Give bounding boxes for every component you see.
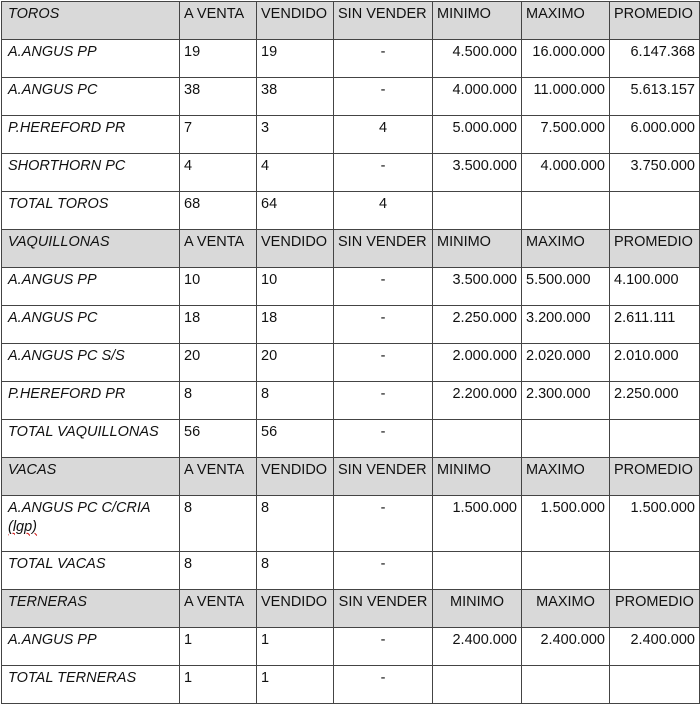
minimo: 2.200.000: [433, 382, 522, 420]
a-venta: 8: [180, 496, 257, 552]
breed-name: P.HEREFORD PR: [2, 382, 180, 420]
col-vendido: VENDIDO: [257, 590, 334, 628]
col-maximo: MAXIMO: [522, 590, 610, 628]
total-label: TOTAL TOROS: [2, 192, 180, 230]
col-a-venta: A VENTA: [180, 2, 257, 40]
table-row: [2, 268, 700, 306]
vendido: 8: [257, 496, 334, 552]
sin-vender: -: [334, 154, 433, 192]
section-header-toros: [2, 2, 700, 40]
sin-vender: -: [334, 78, 433, 116]
breed-name: A.ANGUS PP: [2, 628, 180, 666]
promedio: 1.500.000: [610, 496, 700, 552]
sin-vender: -: [334, 40, 433, 78]
empty-cell: [433, 420, 522, 458]
section-title: VACAS: [2, 458, 180, 496]
total-label: TOTAL VAQUILLONAS: [2, 420, 180, 458]
promedio: 5.613.157: [610, 78, 700, 116]
table-row: [2, 40, 700, 78]
total-vendido: 64: [257, 192, 334, 230]
table-row: [2, 154, 700, 192]
breed-name: A.ANGUS PP: [2, 40, 180, 78]
total-vendido: 56: [257, 420, 334, 458]
total-row: [2, 666, 700, 704]
promedio: 2.010.000: [610, 344, 700, 382]
vendido: 10: [257, 268, 334, 306]
maximo: 2.020.000: [522, 344, 610, 382]
a-venta: 19: [180, 40, 257, 78]
a-venta: 4: [180, 154, 257, 192]
table-row: [2, 496, 700, 552]
section-header-vaquillonas: [2, 230, 700, 268]
col-maximo: MAXIMO: [522, 458, 610, 496]
promedio: 2.611.111: [610, 306, 700, 344]
col-minimo: MINIMO: [433, 2, 522, 40]
empty-cell: [522, 666, 610, 704]
section-title: TOROS: [2, 2, 180, 40]
table-row: [2, 628, 700, 666]
col-a-venta: A VENTA: [180, 458, 257, 496]
breed-name: SHORTHORN PC: [2, 154, 180, 192]
sin-vender: -: [334, 382, 433, 420]
col-a-venta: A VENTA: [180, 230, 257, 268]
total-row: [2, 420, 700, 458]
sin-vender: -: [334, 496, 433, 552]
col-minimo: MINIMO: [433, 590, 522, 628]
vendido: 19: [257, 40, 334, 78]
col-promedio: PROMEDIO: [610, 590, 700, 628]
a-venta: 8: [180, 382, 257, 420]
empty-cell: [433, 192, 522, 230]
section-header-terneras: [2, 590, 700, 628]
minimo: 1.500.000: [433, 496, 522, 552]
breed-name: A.ANGUS PP: [2, 268, 180, 306]
empty-cell: [610, 192, 700, 230]
maximo: 2.300.000: [522, 382, 610, 420]
minimo: 3.500.000: [433, 154, 522, 192]
empty-cell: [522, 192, 610, 230]
a-venta: 18: [180, 306, 257, 344]
a-venta: 10: [180, 268, 257, 306]
col-sin-vender: SIN VENDER: [334, 590, 433, 628]
sin-vender: 4: [334, 116, 433, 154]
vendido: 4: [257, 154, 334, 192]
maximo: 11.000.000: [522, 78, 610, 116]
sin-vender: -: [334, 628, 433, 666]
total-a-venta: 56: [180, 420, 257, 458]
minimo: 2.000.000: [433, 344, 522, 382]
section-title: VAQUILLONAS: [2, 230, 180, 268]
col-promedio: PROMEDIO: [610, 2, 700, 40]
total-vendido: 8: [257, 552, 334, 590]
total-row: [2, 552, 700, 590]
vendido: 38: [257, 78, 334, 116]
section-header-vacas: [2, 458, 700, 496]
total-vendido: 1: [257, 666, 334, 704]
col-vendido: VENDIDO: [257, 458, 334, 496]
minimo: 5.000.000: [433, 116, 522, 154]
maximo: 3.200.000: [522, 306, 610, 344]
total-sin-vender: -: [334, 420, 433, 458]
breed-name-line1: A.ANGUS PC C/CRIA: [8, 500, 151, 516]
breed-name: A.ANGUS PC: [2, 78, 180, 116]
table-row: [2, 78, 700, 116]
breed-name: P.HEREFORD PR: [2, 116, 180, 154]
total-row: [2, 192, 700, 230]
a-venta: 1: [180, 628, 257, 666]
maximo: 7.500.000: [522, 116, 610, 154]
minimo: 4.000.000: [433, 78, 522, 116]
col-vendido: VENDIDO: [257, 2, 334, 40]
maximo: 2.400.000: [522, 628, 610, 666]
vendido: 1: [257, 628, 334, 666]
total-label: TOTAL TERNERAS: [2, 666, 180, 704]
col-a-venta: A VENTA: [180, 590, 257, 628]
maximo: 16.000.000: [522, 40, 610, 78]
total-label: TOTAL VACAS: [2, 552, 180, 590]
promedio: 3.750.000: [610, 154, 700, 192]
col-sin-vender: SIN VENDER: [334, 2, 433, 40]
empty-cell: [433, 666, 522, 704]
minimo: 2.250.000: [433, 306, 522, 344]
empty-cell: [610, 666, 700, 704]
total-sin-vender: -: [334, 552, 433, 590]
table-row: [2, 382, 700, 420]
total-a-venta: 1: [180, 666, 257, 704]
sin-vender: -: [334, 268, 433, 306]
minimo: 3.500.000: [433, 268, 522, 306]
maximo: 1.500.000: [522, 496, 610, 552]
col-maximo: MAXIMO: [522, 230, 610, 268]
col-minimo: MINIMO: [433, 230, 522, 268]
empty-cell: [522, 420, 610, 458]
auction-results-table: [1, 1, 700, 704]
col-promedio: PROMEDIO: [610, 458, 700, 496]
maximo: 5.500.000: [522, 268, 610, 306]
maximo: 4.000.000: [522, 154, 610, 192]
empty-cell: [610, 420, 700, 458]
vendido: 3: [257, 116, 334, 154]
total-sin-vender: -: [334, 666, 433, 704]
breed-name-line2: (lgp): [8, 519, 38, 535]
table-row: [2, 344, 700, 382]
promedio: 4.100.000: [610, 268, 700, 306]
col-sin-vender: SIN VENDER: [334, 458, 433, 496]
col-vendido: VENDIDO: [257, 230, 334, 268]
empty-cell: [433, 552, 522, 590]
a-venta: 7: [180, 116, 257, 154]
total-a-venta: 68: [180, 192, 257, 230]
col-sin-vender: SIN VENDER: [334, 230, 433, 268]
breed-name: [2, 496, 180, 552]
promedio: 6.147.368: [610, 40, 700, 78]
section-title: TERNERAS: [2, 590, 180, 628]
minimo: 2.400.000: [433, 628, 522, 666]
total-a-venta: 8: [180, 552, 257, 590]
sin-vender: -: [334, 344, 433, 382]
breed-name: A.ANGUS PC: [2, 306, 180, 344]
col-maximo: MAXIMO: [522, 2, 610, 40]
col-minimo: MINIMO: [433, 458, 522, 496]
sin-vender: -: [334, 306, 433, 344]
breed-name: A.ANGUS PC S/S: [2, 344, 180, 382]
table-row: [2, 306, 700, 344]
total-sin-vender: 4: [334, 192, 433, 230]
col-promedio: PROMEDIO: [610, 230, 700, 268]
empty-cell: [610, 552, 700, 590]
empty-cell: [522, 552, 610, 590]
vendido: 8: [257, 382, 334, 420]
promedio: 2.250.000: [610, 382, 700, 420]
vendido: 20: [257, 344, 334, 382]
a-venta: 38: [180, 78, 257, 116]
vendido: 18: [257, 306, 334, 344]
table-row: [2, 116, 700, 154]
promedio: 2.400.000: [610, 628, 700, 666]
a-venta: 20: [180, 344, 257, 382]
promedio: 6.000.000: [610, 116, 700, 154]
minimo: 4.500.000: [433, 40, 522, 78]
